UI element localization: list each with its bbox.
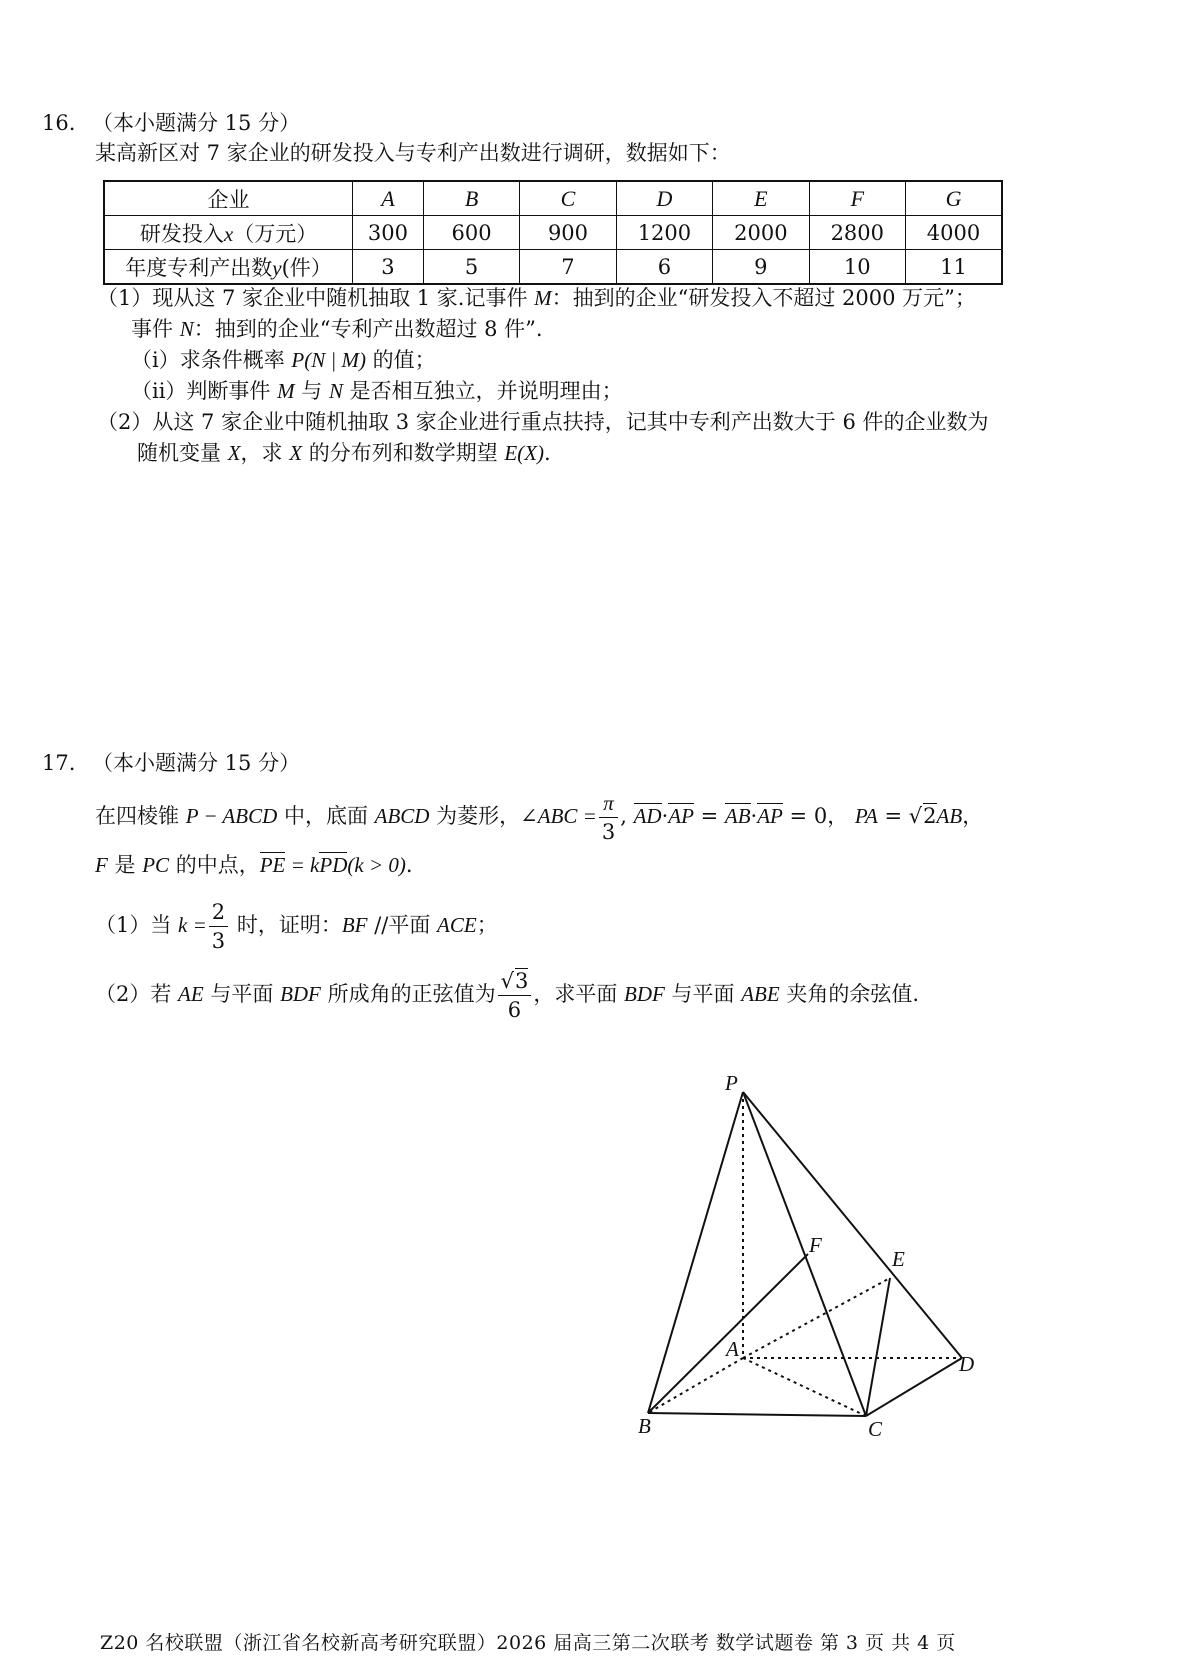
- label-P: P: [725, 1071, 738, 1095]
- q17-line2: F 是 PC 的中点，PE = kPD(k > 0).: [95, 853, 413, 877]
- two-thirds-fraction: $\frac{2}{3}$: [209, 898, 228, 955]
- edge-BC: [648, 1413, 866, 1416]
- label-D: D: [959, 1352, 975, 1376]
- table-company-cell: B: [423, 181, 519, 216]
- sqrt3-over-6-fraction: $\frac{√3}{6}$: [498, 967, 532, 1024]
- table-row-header: 企业: [104, 181, 353, 216]
- label-B: B: [638, 1414, 651, 1438]
- table-cell: 2000: [713, 216, 809, 250]
- q16-part1-sub-i: （i）求条件概率 P(N | M) 的值；: [131, 348, 436, 372]
- pi-over-3-fraction: $\frac{\pi}{3}$: [599, 789, 618, 846]
- label-E: E: [892, 1247, 905, 1271]
- table-company-cell: E: [713, 181, 809, 216]
- q17-number: 17.: [42, 751, 76, 775]
- table-company-cell: G: [906, 181, 1002, 216]
- q16-part1-line2: 事件 N：抽到的企业“专利产出数超过 8 件”.: [131, 317, 543, 341]
- table-company-cell: C: [520, 181, 616, 216]
- table-cell: 7: [520, 250, 616, 285]
- label-C: C: [868, 1417, 883, 1441]
- table-company-cell: A: [353, 181, 424, 216]
- label-A: A: [726, 1337, 739, 1361]
- label-F: F: [809, 1233, 822, 1257]
- table-row-patents: [104, 250, 1002, 285]
- q17-score-note: （本小题满分 15 分）: [92, 751, 301, 775]
- table-company-cell: F: [809, 181, 905, 216]
- table-header-row: [104, 181, 1002, 216]
- table-cell: 10: [809, 250, 905, 285]
- table-row-label: 研发投入x（万元）: [104, 216, 353, 250]
- q17-line1: 在四棱锥 P − ABCD 中，底面 ABCD 为菱形，∠ABC = $\frac{\pi}{3}$ , AD·AP = AB·AP = 0， PA = √2AB，: [95, 791, 984, 844]
- table-cell: 2800: [809, 216, 905, 250]
- q16-intro: 某高新区对 7 家企业的研发投入与专利产出数进行调研，数据如下：: [95, 141, 731, 165]
- segment-AE-hidden: [743, 1278, 890, 1358]
- q16-part2-line1: （2）从这 7 家企业中随机抽取 3 家企业进行重点扶持，记其中专利产出数大于 6 件的企业数为: [97, 410, 989, 434]
- q17-subquestion-2: （2）若 AE 与平面 BDF 所成角的正弦值为 $\frac{√3}{6}$ ，求平面 BDF 与平面 ABE 夹角的余弦值.: [95, 969, 920, 1022]
- table-cell: 600: [423, 216, 519, 250]
- table-cell: 1200: [616, 216, 712, 250]
- q16-score-note: （本小题满分 15 分）: [92, 111, 301, 135]
- q16-data-table: [103, 180, 1003, 285]
- table-cell: 3: [353, 250, 424, 285]
- table-company-cell: D: [616, 181, 712, 216]
- pyramid-figure: [640, 1070, 1060, 1440]
- q16-number: 16.: [42, 111, 76, 135]
- table-cell: 300: [353, 216, 424, 250]
- segment-CE: [866, 1278, 890, 1416]
- q16-part2-line2: 随机变量 X，求 X 的分布列和数学期望 E(X).: [137, 441, 551, 465]
- q16-part1-sub-ii: （ii）判断事件 M 与 N 是否相互独立，并说明理由；: [131, 379, 623, 403]
- table-cell: 9: [713, 250, 809, 285]
- table-cell: 11: [906, 250, 1002, 285]
- edge-PD: [743, 1092, 962, 1358]
- edge-CD: [866, 1358, 962, 1416]
- table-row-label: 年度专利产出数y(件）: [104, 250, 353, 285]
- q17-subquestion-1: （1）当 k = $\frac{2}{3}$ 时，证明：BF //平面 ACE；: [95, 900, 498, 953]
- page-footer: Z20 名校联盟（浙江省名校新高考研究联盟）2026 届高三第二次联考 数学试题卷 第 3 页 共 4 页: [100, 1632, 956, 1654]
- table-cell: 6: [616, 250, 712, 285]
- table-cell: 5: [423, 250, 519, 285]
- q16-part1-line1: （1）现从这 7 家企业中随机抽取 1 家.记事件 M：抽到的企业“研发投入不超过 2000 万元”；: [97, 286, 976, 310]
- table-row-investment: [104, 216, 1002, 250]
- table-cell: 900: [520, 216, 616, 250]
- edge-PC: [743, 1092, 866, 1416]
- table-cell: 4000: [906, 216, 1002, 250]
